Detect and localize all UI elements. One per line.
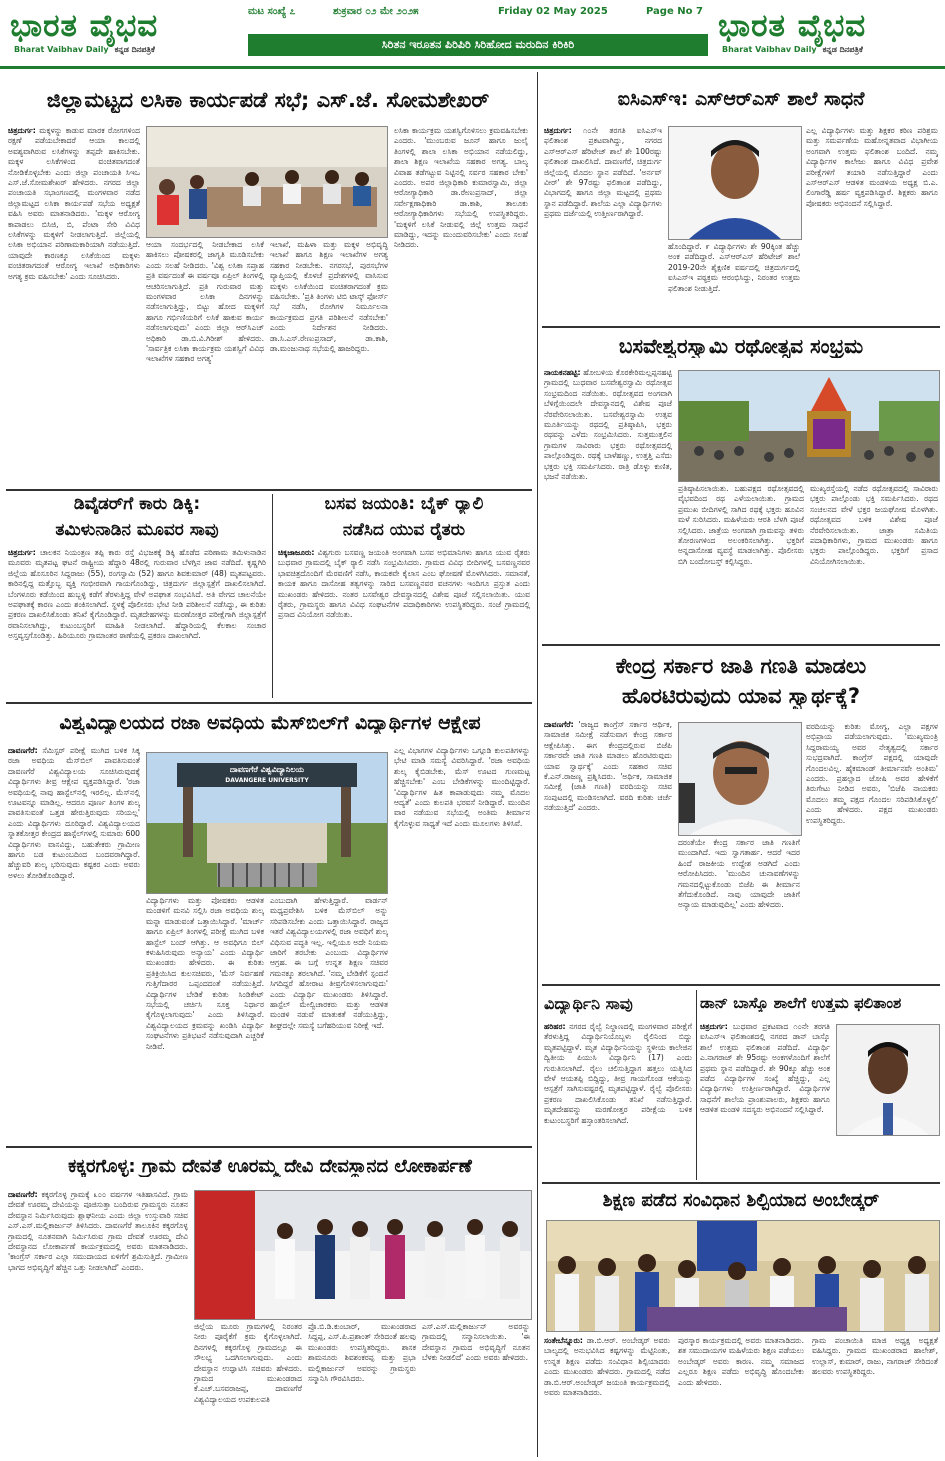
a8-col2: ದರಂತೆಯೇ ಕೇಂದ್ರ ಸರ್ಕಾರ ಜಾತಿ ಗಣತಿಗೆ ಮುಂದಾಗಿದೆ. ಇದು ಸ್ವಾಗತಾರ್ಹ. ಆದರೆ ಇದರ ಹಿಂದೆ ರಾಜಕೀಯ ಉದ್ದೇಶ ಅಡಗಿದೆ ಎಂದು ಆರೋಪಿಸಿದರು. 'ಮುಂದಿನ ಚುನಾವಣೆಗಳನ್ನು ಗಮನದಲ್ಲಿಟ್ಟುಕೊಂಡು ಬಿಜೆಪಿ ಈ ತೀರ್ಮಾನ ತೆಗೆದುಕೊಂಡಿದೆ. ನಾವು ಯಾವುದೇ ಜಾತಿಗೆ ಅನ್ಯಾಯ ಮಾಡುವುದಿಲ್ಲ' ಎಂದು ಹೇಳಿದರು. (678, 838, 800, 910)
a7-col2: ಪ್ರತಿಷ್ಠಾಪಿಸಲಾಯಿತು. ಬಹುಪಕ್ಷದ ರಥೋತ್ಸವದಲ್ಲಿ ವೈಭವದಿಂದ ರಥ ಎಳೆಯಲಾಯಿತು. ಗ್ರಾಮದ ಪ್ರಮುಖ ಬೀದಿಗಳಲ್ಲಿ ಸಾಗಿದ ರಥಕ್ಕೆ ಭಕ್ತರು ಹೂವಿನ ಮಳೆ ಸುರಿಸಿದರು. ಮಹಿಳೆಯರು ಆರತಿ ಬೆಳಗಿ ಪೂಜೆ ಸಲ್ಲಿಸಿದರು. ಜಾತ್ರೆಯ ಅಂಗವಾಗಿ ಗ್ರಾಮವನ್ನು ತಳಿರು ತೋರಣಗಳಿಂದ ಅಲಂಕರಿಸಲಾಗಿತ್ತು. ಭಕ್ತರಿಗೆ ಅನ್ನದಾಸೋಹ ವ್ಯವಸ್ಥೆ ಮಾಡಲಾಗಿತ್ತು. ಪೊಲೀಸರು ಬಿಗಿ ಬಂದೋಬಸ್ತ್ ಕಲ್ಪಿಸಿದ್ದರು. (678, 484, 804, 566)
a1-col4: ಲಸಿಕಾ ಕಾರ್ಯಕ್ರಮ ಯಶಸ್ವಿಗೊಳಿಸಲು ಕ್ರಮವಹಿಸಬೇಕು ಎಂದರು. 'ಮುಂಬರುವ ಜೂನ್ ಹಾಗೂ ಜುಲೈ ತಿಂಗಳಲ್ಲಿ ಶಾಲಾ ಲಸಿಕಾ ಅಭಿಯಾನ ನಡೆಯಲಿದ್ದು, ಶಾಲಾ ಶಿಕ್ಷಣ ಇಲಾಖೆಯ ಸಹಕಾರ ಅಗತ್ಯ. ಬಾಲ್ಯ ವಿವಾಹ ತಡೆಗಟ್ಟುವ ನಿಟ್ಟಿನಲ್ಲಿ ಸರ್ವರ ಸಹಕಾರ ಬೇಕು' ಎಂದರು. ಅಪರ ಜಿಲ್ಲಾಧಿಕಾರಿ ಕುಮಾರಸ್ವಾಮಿ, ಜಿಲ್ಲಾ ಆರೋಗ್ಯಾಧಿಕಾರಿ ಡಾ.ರೇಣುಪ್ರಸಾದ್, ಜಿಲ್ಲಾ ಸರ್ವೇಕ್ಷಣಾಧಿಕಾರಿ ಡಾ.ಕಾಶಿ, ತಾಲೂಕು ಆರೋಗ್ಯಾಧಿಕಾರಿಗಳು ಸಭೆಯಲ್ಲಿ ಉಪಸ್ಥಿತರಿದ್ದರು. 'ಮಕ್ಕಳಿಗೆ ಲಸಿಕೆ ನೀಡುವಲ್ಲಿ ಜಿಲ್ಲೆ ಉತ್ತಮ ಸಾಧನೆ ಮಾಡಿದ್ದು, ಇದನ್ನು ಮುಂದುವರಿಸಬೇಕು' ಎಂದು ಸಲಹೆ ನೀಡಿದರು. (394, 126, 528, 250)
page-number: Page No 7 (646, 6, 703, 17)
a2-body (8, 548, 266, 696)
a9-a10-divider (696, 990, 697, 1180)
a4-photo-sign-en: DAVANGERE UNIVERSITY (225, 777, 309, 784)
a8-dateline: ದಾವಣಗೆರೆ: (544, 720, 574, 729)
a1-dateline: ಚಿತ್ರದುರ್ಗ: (8, 126, 36, 135)
a8-bottom-rule (542, 984, 940, 986)
a11-dateline: ಸಂತೇಬೆನ್ನೂರು: (544, 1336, 583, 1345)
subtitle-en-left: Bharat Vaibhav Daily (14, 45, 109, 54)
a11-col3: ಗ್ರಾಮ ಪಂಚಾಯಿತಿ ಮಾಜಿ ಅಧ್ಯಕ್ಷ ಅಧ್ಯಕ್ಷತೆ ವಹಿಸಿದ್ದರು. ಗ್ರಾಮದ ಮುಖಂಡರಾದ ಹಾಲೇಶ್, ಉಲ್ಲಾಸ್, ಕುಮಾರ್, ರಾಜು, ನಾಗರಾಜ್ ಸೇರಿದಂತೆ ಹಲವರು ಉಪಸ್ಥಿತರಿದ್ದರು. (812, 1336, 938, 1377)
a4-photo-sign: ದಾವಣಗೆರೆ ವಿಶ್ವವಿದ್ಯಾನಿಲಯ (229, 765, 305, 774)
a7-col1-text: ಹೋಬಳಿಯ ಕೊರಕೇರಿಮಲ್ಲಪ್ಪನಹಟ್ಟಿ ಗ್ರಾಮದಲ್ಲಿ ಬುಧವಾರ ಬಸವೇಶ್ವರಸ್ವಾಮಿ ರಥೋತ್ಸವ ಸಂಭ್ರಮದಿಂದ ನಡೆಯಿತು. ರಥೋತ್ಸವದ ಅಂಗವಾಗಿ ಬೆಳಿಗ್ಗೆಯಿಂದಲೇ ದೇವಸ್ಥಾನದಲ್ಲಿ ವಿಶೇಷ ಪೂಜೆ ನೆರವೇರಿಸಲಾಯಿತು. ಬಸವೇಶ್ವರಸ್ವಾಮಿ ಉತ್ಸವ ಮೂರ್ತಿಯನ್ನು ರಥದಲ್ಲಿ ಪ್ರತಿಷ್ಠಾಪಿಸಿ, ಭಕ್ತರು ರಥವನ್ನು ಎಳೆದು ಸಂಭ್ರಮಿಸಿದರು. ಸುತ್ತಮುತ್ತಲಿನ ಗ್ರಾಮಗಳ ಸಾವಿರಾರು ಭಕ್ತರು ರಥೋತ್ಸವದಲ್ಲಿ ಪಾಲ್ಗೊಂಡಿದ್ದರು. ರಥಕ್ಕೆ ಬಾಳೆಹಣ್ಣು, ಉತ್ತತ್ತಿ ಎಸೆದು ಭಕ್ತರು ಭಕ್ತಿ ಸಮರ್ಪಿಸಿದರು. ರಾತ್ರಿ ಡೊಳ್ಳು ಕುಣಿತ, ಭಜನೆ ನಡೆಯಿತು. (544, 368, 672, 482)
a5-col3: ಪ್ರೊ.ಬಿ.ಡಿ.ಕುಂಬಾರ್, ಮುಖಂಡರಾದ ಸಿದ್ದಪ್ಪ, ಎಸ್.ಪಿ.ಪ್ರಶಾಂತ್ ಸೇರಿದಂತೆ ಹಲವು ಮುಖಂಡರು ಉಪಸ್ಥಿತರಿದ್ದರು. ಶಾಸಕ ಶಾಮನೂರು ಶಿವಶಂಕರಪ್ಪ ಮತ್ತು ಪ್ರಭಾ ಮಲ್ಲಿಕಾರ್ಜುನ್ ಅವರನ್ನು ಗ್ರಾಮಸ್ಥರು ಸನ್ಮಾನಿಸಿ ಗೌರವಿಸಿದರು. (308, 1322, 416, 1384)
a8-col3: ವರದಿಯನ್ನು ಕುರಿತು ಮೋಗ್ಯ, ಎಲ್ಲಾ ಪಕ್ಷಗಳ ಅಭಿಪ್ರಾಯ ಪಡೆಯಲಾಗುವುದು. 'ಮುಖ್ಯಮಂತ್ರಿ ಸಿದ್ದರಾಮಯ್ಯ ಅವರ ನೇತೃತ್ವದಲ್ಲಿ ಸರ್ಕಾರ ಸುಭದ್ರವಾಗಿದೆ. ಕಾಂಗ್ರೆಸ್ ಪಕ್ಷದಲ್ಲಿ ಯಾವುದೇ ಗೊಂದಲವಿಲ್ಲ. ಹೈಕಮಾಂಡ್ ತೀರ್ಮಾನವೇ ಅಂತಿಮ' ಎಂದರು. ಪ್ರಹಲ್ಲಾದ ಜೋಷಿ ಅವರ ಹೇಳಿಕೆಗೆ ತಿರುಗೇಟು ನೀಡಿದ ಅವರು, 'ಬಿಜೆಪಿ ನಾಯಕರು ಮೊದಲು ತಮ್ಮ ಪಕ್ಷದ ಗೊಂದಲ ಸರಿಪಡಿಸಿಕೊಳ್ಳಲಿ' ಎಂದು ಹೇಳಿದರು. ಪಕ್ಷದ ಮುಖಂಡರು ಉಪಸ್ಥಿತರಿದ್ದರು. (806, 722, 938, 825)
a6-col1 (544, 126, 662, 322)
a5-col2: ಜಿಲ್ಲೆಯ ಮೂರು ಗ್ರಾಮಗಳಲ್ಲಿ ನಿರಂತರ ನೀರು ಪೂರೈಕೆಗೆ ಕ್ರಮ ಕೈಗೊಳ್ಳಲಾಗಿದೆ. ದಿನಗಳಲ್ಲಿ ಕಕ್ಕರಗೊಳ್ಳ ಗ್ರಾಮದಲ್ಲೂ ಈ ಸೌಲಭ್ಯ ಒದಗಿಸಲಾಗುವುದು. ಎಂದು ದೇವಸ್ಥಾನ ಉದ್ಘಾಟಿಸಿ ಸಚಿವರು ಹೇಳಿದರು. ಗ್ರಾಮದ ಮುಖಂಡರಾದ ಕೆ.ಎಚ್.ಬಸವರಾಜಪ್ಪ, ದಾವಣಗೆರೆ ವಿಶ್ವವಿದ್ಯಾಲಯದ ಉಪಕುಲಪತಿ (194, 1322, 302, 1404)
a3-dateline: ಚಿಕ್ಕಜಾಜೂರು: (278, 548, 315, 557)
a7-col3: ಮುಖ್ಯರಸ್ತೆಯಲ್ಲಿ ನಡೆದ ರಥೋತ್ಸವದಲ್ಲಿ ಸಾವಿರಾರು ಭಕ್ತರು ಪಾಲ್ಗೊಂಡು ಭಕ್ತಿ ಸಮರ್ಪಿಸಿದರು. ರಥದ ಸಂಚಲನದ ವೇಳೆ ಭಕ್ತರ ಜಯಘೋಷ ಮೊಳಗಿತು. ರಥೋತ್ಸವದ ಬಳಿಕ ವಿಶೇಷ ಪೂಜೆ ನೆರವೇರಿಸಲಾಯಿತು. ಜಾತ್ರಾ ಸಮಿತಿಯ ಪದಾಧಿಕಾರಿಗಳು, ಗ್ರಾಮದ ಮುಖಂಡರು ಹಾಗೂ ಭಕ್ತರು ಪಾಲ್ಗೊಂಡಿದ್ದರು. ಭಕ್ತರಿಗೆ ಪ್ರಸಾದ ವಿನಿಯೋಗಿಸಲಾಯಿತು. (810, 484, 938, 566)
a9-body (544, 1022, 692, 1178)
a6-col1-text: ೧೦ನೇ ತರಗತಿ ಐಸಿಎಸ್‌ಇ ಫಲಿತಾಂಶ ಪ್ರಕಟವಾಗಿದ್ದು, ನಗರದ ಎಸ್‌ಆರ್‌ಎಸ್ ಹೆರಿಟೇಜ್ ಶಾಲೆ ಶೇ 100ರಷ್ಟು ಫಲಿತಾಂಶ ದಾಖಲಿಸಿದೆ. ದಾವಣಗೆರೆ, ಚಿತ್ರದುರ್ಗ ಜಿಲ್ಲೆಯಲ್ಲಿ ಮೊದಲ ಸ್ಥಾನ ಪಡೆದಿದೆ. 'ಅರ್ನವ್ ವೀರ್' ಶೇ 97ರಷ್ಟು ಫಲಿತಾಂಶ ಪಡೆದಿದ್ದು, ವಿಭಾಗದಲ್ಲಿ ಹಾಗೂ ಜಿಲ್ಲಾ ಮಟ್ಟದಲ್ಲಿ ಪ್ರಥಮ ಸ್ಥಾನ ಪಡೆದಿದ್ದಾರೆ. ಶಾಲೆಯ ಎಲ್ಲಾ ವಿದ್ಯಾರ್ಥಿಗಳು ಪ್ರಥಮ ದರ್ಜೆಯಲ್ಲಿ ಉತ್ತೀರ್ಣರಾಗಿದ್ದಾರೆ. (544, 126, 662, 219)
issue-line (248, 6, 708, 22)
a10-student-photo (836, 1024, 940, 1136)
a1-col2: ಆಯಾ ಸಂದರ್ಭದಲ್ಲಿ ನೀಡಬೇಕಾದ ಲಸಿಕೆ ಹಾಕಿಸಲು ಪೋಷಕರಲ್ಲಿ ಜಾಗೃತಿ ಮೂಡಿಸಬೇಕು ಎಂದು ಸಲಹೆ ನೀಡಿದರು. 'ವಿಶ್ವ ಲಸಿಕಾ ಸಪ್ತಾಹ ಪ್ರತಿ ವರ್ಷದಂತೆ ಈ ವರ್ಷವೂ ಏಪ್ರಿಲ್ ತಿಂಗಳಲ್ಲಿ ಆಚರಿಸಲಾಗುತ್ತಿದೆ. ಪ್ರತಿ ಗುರುವಾರ ಮತ್ತು ಮಂಗಳವಾರ ಲಸಿಕಾ ದಿನಗಳನ್ನು ನಡೆಸಲಾಗುತ್ತಿದ್ದು, ಬಿಟ್ಟು ಹೋದ ಮಕ್ಕಳಿಗೆ ಹಾಗೂ ಗರ್ಭಿಣಿಯರಿಗೆ ಲಸಿಕೆ ಹಾಕುವ ಕಾರ್ಯ ನಡೆಸಲಾಗುವುದು' ಎಂದು ಜಿಲ್ಲಾ ಆರ್‌ಸಿಎಚ್ ಅಧಿಕಾರಿ ಡಾ.ಬಿ.ವಿ.ಗಿರೀಶ್ ಹೇಳಿದರು. 'ಸಾರ್ವತ್ರಿಕ ಲಸಿಕಾ ಕಾರ್ಯಕ್ರಮ ಯಶಸ್ವಿಗೆ ವಿವಿಧ ಇಲಾಖೆಗಳ ಸಹಕಾರ ಅಗತ್ಯ' (146, 240, 264, 364)
a7-col1 (544, 368, 672, 640)
a8-minister-photo (678, 722, 802, 836)
a10-bottom-rule (542, 1182, 940, 1184)
a7-dateline: ನಾಯಕನಹಟ್ಟಿ: (544, 368, 581, 377)
a6-col3: ಎಲ್ಲ ವಿದ್ಯಾರ್ಥಿಗಳು ಮತ್ತು ಶಿಕ್ಷಕರ ಕಠಿಣ ಪರಿಶ್ರಮ ಮತ್ತು ಸಮರ್ಪಣೆಯ ಮಹೋನ್ನತವಾದ ವಿಭಾಗೀಯ ಅಂಗವಾಗಿ ಉತ್ತಮ ಫಲಿತಾಂಶ ಬಂದಿದೆ. ನಮ್ಮ ವಿದ್ಯಾರ್ಥಿಗಳ ಕಾಲೇಜು ಹಾಗೂ ವಿವಿಧ ಪ್ರವೇಶ ಪರೀಕ್ಷೆಗಳಿಗೆ ತಯಾರಿ ನಡೆಸುತ್ತಿದ್ದಾರೆ ಎಂದು ಎಸ್‌ಆರ್‌ಎಸ್ ಆಡಳಿತ ಮಂಡಳಿಯ ಅಧ್ಯಕ್ಷ ಬಿ.ಎ. ಲಿಂಗಾರೆಡ್ಡಿ ಹರ್ಷ ವ್ಯಕ್ತಪಡಿಸಿದ್ದಾರೆ. ಶಿಕ್ಷಕರು ಹಾಗೂ ಪೋಷಕರು ಅಭಿನಂದನೆ ಸಲ್ಲಿಸಿದ್ದಾರೆ. (806, 126, 938, 208)
a10-body-text: ಬುಧವಾರ ಪ್ರಕಟವಾದ ೧೦ನೇ ತರಗತಿ ಐಸಿಎಸ್‌ಇ ಫಲಿತಾಂಶದಲ್ಲಿ ನಗರದ ಡಾನ್ ಬಾಸ್ಕೊ ಶಾಲೆ ಉತ್ತಮ ಫಲಿತಾಂಶ ಪಡೆದಿದೆ. ವಿದ್ಯಾರ್ಥಿ ಎ.ನಾಗರಾಜ್ ಶೇ 95ರಷ್ಟು ಅಂಕಗಳೊಂದಿಗೆ ಶಾಲೆಗೆ ಪ್ರಥಮ ಸ್ಥಾನ ಪಡೆದಿದ್ದಾರೆ. ಶೇ 90ಕ್ಕೂ ಹೆಚ್ಚು ಅಂಕ ಪಡೆದ ವಿದ್ಯಾರ್ಥಿಗಳ ಸಂಖ್ಯೆ ಹೆಚ್ಚಿದ್ದು, ಎಲ್ಲ ವಿದ್ಯಾರ್ಥಿಗಳು ಉತ್ತೀರ್ಣರಾಗಿದ್ದಾರೆ. ವಿದ್ಯಾರ್ಥಿಗಳ ಸಾಧನೆಗೆ ಶಾಲೆಯ ಪ್ರಾಂಶುಪಾಲರು, ಶಿಕ್ಷಕರು ಹಾಗೂ ಆಡಳಿತ ಮಂಡಳಿ ಸದಸ್ಯರು ಅಭಿನಂದನೆ ಸಲ್ಲಿಸಿದ್ದಾರೆ. (700, 1022, 830, 1115)
subtitle-kn-left: ಕನ್ನಡ ದಿನಪತ್ರಿಕೆ (114, 45, 155, 54)
a5-col1-text: ಕಕ್ಕರಗೊಳ್ಳ ಗ್ರಾಮಕ್ಕೆ ೩೦೦ ವರ್ಷಗಳ ಇತಿಹಾಸವಿದೆ. ಗ್ರಾಮ ದೇವತೆ ಊರಮ್ಮ ದೇವಿಯನ್ನು ಪೂಜಿಸುತ್ತಾ ಬಂದಿರುವ ಗ್ರಾಮಸ್ಥರು ನೂತನ ದೇವಸ್ಥಾನ ನಿರ್ಮಿಸಿರುವುದು ಶ್ಲಾಘನೀಯ ಎಂದು ಜಿಲ್ಲಾ ಉಸ್ತುವಾರಿ ಸಚಿವ ಎಸ್.ಎಸ್.ಮಲ್ಲಿಕಾರ್ಜುನ್ ತಿಳಿಸಿದರು. ದಾವಣಗೆರೆ ತಾಲೂಕಿನ ಕಕ್ಕರಗೊಳ್ಳ ಗ್ರಾಮದಲ್ಲಿ ನೂತನವಾಗಿ ನಿರ್ಮಿಸಿರುವ ಗ್ರಾಮ ದೇವತೆ ಊರಮ್ಮ ದೇವಿ ದೇವಸ್ಥಾನದ ಲೋಕಾರ್ಪಣೆ ಕಾರ್ಯಕ್ರಮದಲ್ಲಿ ಅವರು ಮಾತನಾಡಿದರು. 'ಕಾಂಗ್ರೆಸ್ ಸರ್ಕಾರ ಎಲ್ಲಾ ಸಮುದಾಯದ ಏಳಿಗೆಗೆ ಶ್ರಮಿಸುತ್ತಿದೆ. ಗ್ರಾಮೀಣ ಭಾಗದ ಅಭಿವೃದ್ಧಿಗೆ ಹೆಚ್ಚಿನ ಒತ್ತು ನೀಡಲಾಗಿದೆ' ಎಂದರು. (8, 1190, 188, 1272)
a8-headline-line1: ಕೇಂದ್ರ ಸರ್ಕಾರ ಜಾತಿ ಗಣತಿ ಮಾಡಲು (615, 654, 867, 678)
a9-dateline: ಹರಿಹರ: (544, 1022, 566, 1031)
a4-bottom-rule (6, 1146, 532, 1148)
subtitle-en-right: Bharat Vaibhav Daily (722, 45, 817, 54)
a5-col4: ಎಸ್.ಎಸ್.ಮಲ್ಲಿಕಾರ್ಜುನ್ ಅವರನ್ನು ಗ್ರಾಮದಲ್ಲಿ ಸನ್ಮಾನಿಸಲಾಯಿತು. 'ಈ ದೇವಸ್ಥಾನ ಗ್ರಾಮದ ಅಭಿವೃದ್ಧಿಗೆ ನೂತನ ಬೆಳಕು ನೀಡಲಿದೆ' ಎಂದು ಅವರು ಹೇಳಿದರು. (422, 1322, 530, 1363)
a4-col1-text: ಸೆಮಿಸ್ಟರ್ ಪರೀಕ್ಷೆ ಮುಗಿದ ಬಳಿಕ ಸಿಕ್ಕ ರಜಾ ಅವಧಿಯ ಮೆಸ್‌ಬಿಲ್ ಪಾವತಿಸುವಂತೆ ದಾವಣಗೆರೆ ವಿಶ್ವವಿದ್ಯಾಲಯ ಸೂಚಿಸಿರುವುದಕ್ಕೆ ವಿದ್ಯಾರ್ಥಿಗಳು ತೀವ್ರ ಆಕ್ಷೇಪ ವ್ಯಕ್ತಪಡಿಸಿದ್ದಾರೆ. 'ರಜಾ ಅವಧಿಯಲ್ಲಿ ನಾವು ಹಾಸ್ಟೆಲ್‌ನಲ್ಲಿ ಇರಲಿಲ್ಲ. ಮೆಸ್‌ನಲ್ಲಿ ಊಟವನ್ನೂ ಮಾಡಿಲ್ಲ. ಆದರೂ ಪೂರ್ಣ ತಿಂಗಳ ಶುಲ್ಕ ಪಾವತಿಸುವಂತೆ ಒತ್ತಡ ಹೇರುತ್ತಿರುವುದು ಸರಿಯಲ್ಲ' ಎಂದು ವಿದ್ಯಾರ್ಥಿಗಳು ದೂರಿದ್ದಾರೆ. ವಿಶ್ವವಿದ್ಯಾಲಯದ ಸ್ನಾತಕೋತ್ತರ ಕೇಂದ್ರದ ಹಾಸ್ಟೆಲ್‌ಗಳಲ್ಲಿ ಸುಮಾರು 600 ವಿದ್ಯಾರ್ಥಿಗಳು ವಾಸವಿದ್ದು, ಬಹುತೇಕರು ಗ್ರಾಮೀಣ ಹಾಗೂ ಬಡ ಕುಟುಂಬದಿಂದ ಬಂದವರಾಗಿದ್ದಾರೆ. ಹೆಚ್ಚುವರಿ ಶುಲ್ಕ ಭರಿಸುವುದು ಕಷ್ಟಕರ ಎಂದು ಅವರು ಅಳಲು ತೋಡಿಕೊಂಡಿದ್ದಾರೆ. (8, 746, 140, 880)
masthead-subtitle-left (14, 45, 155, 55)
a3-bottom-rule (6, 702, 532, 704)
a8-col1 (544, 720, 672, 980)
a9-headline: ವಿದ್ಯಾರ್ಥಿನಿ ಸಾವು (544, 994, 633, 1013)
a3-body (278, 548, 530, 696)
masthead-title-left: ಭಾರತ ವೈಭವ (10, 8, 159, 44)
date: Friday 02 May 2025 (498, 6, 608, 17)
a4-headline: ವಿಶ್ವವಿದ್ಯಾಲಯದ ರಜಾ ಅವಧಿಯ ಮೆಸ್‌ಬಿಲ್‌ಗೆ ವಿದ್ಯಾರ್ಥಿಗಳ ಆಕ್ಷೇಪ (59, 712, 481, 734)
a1-bottom-rule (6, 489, 532, 491)
a4-university-photo (146, 752, 388, 894)
a6-dateline: ಚಿತ್ರದುರ್ಗ: (544, 126, 572, 135)
a2-dateline: ಚಿತ್ರದುರ್ಗ: (8, 548, 36, 557)
a2-headline-line1: ಡಿವೈಡರ್‌ಗೆ ಕಾರು ಡಿಕ್ಕಿ: (73, 494, 201, 514)
a8-headline-line2: ಹೊರಟಿರುವುದು ಯಾವ ಸ್ವಾರ್ಥಕ್ಕೆ? (622, 684, 860, 708)
a3-body-text: ವಿಶ್ವಗುರು ಬಸವಣ್ಣ ಜಯಂತಿ ಅಂಗವಾಗಿ ಬಸವ ಅಭಿಮಾನಿಗಳು ಹಾಗೂ ಯುವ ರೈತರು ಬುಧವಾರ ಗ್ರಾಮದಲ್ಲಿ ಬೈಕ್ ರ್‍ಯಾಲಿ ನಡೆಸಿ ಸಂಭ್ರಮಿಸಿದರು. ಗ್ರಾಮದ ವಿವಿಧ ಬೀದಿಗಳಲ್ಲಿ ಬಸವಣ್ಣನವರ ಭಾವಚಿತ್ರದೊಂದಿಗೆ ಮೆರವಣಿಗೆ ನಡೆಸಿ, ಕಾಯಕವೇ ಕೈಲಾಸ ಎಂಬ ಘೋಷಣೆ ಮೊಳಗಿಸಿದರು. ಸಮಾನತೆ, ಕಾಯಕ ಹಾಗೂ ದಾಸೋಹ ತತ್ವಗಳನ್ನು ಸಾರಿದ ಬಸವಣ್ಣನವರ ವಚನಗಳು ಇಂದಿಗೂ ಪ್ರಸ್ತುತ ಎಂದು ಮುಖಂಡರು ಹೇಳಿದರು. ನಂತರ ಬಸವೇಶ್ವರ ದೇವಸ್ಥಾನದಲ್ಲಿ ವಿಶೇಷ ಪೂಜೆ ಸಲ್ಲಿಸಲಾಯಿತು. ಯುವ ರೈತರು, ಗ್ರಾಮಸ್ಥರು ಹಾಗೂ ವಿವಿಧ ಸಂಘಟನೆಗಳ ಪದಾಧಿಕಾರಿಗಳು ಉಪಸ್ಥಿತರಿದ್ದರು. ಸಂಜೆ ಗ್ರಾಮದಲ್ಲಿ ಪ್ರಸಾದ ವಿನಿಯೋಗ ನಡೆಯಿತು. (278, 548, 530, 620)
a4-col4: ಎಲ್ಲ ವಿಭಾಗಗಳ ವಿದ್ಯಾರ್ಥಿಗಳು ಒಗ್ಗೂಡಿ ಕುಲಪತಿಗಳನ್ನು ಭೇಟಿ ಮಾಡಿ ಸಮಸ್ಯೆ ವಿವರಿಸಿದ್ದಾರೆ. 'ರಜಾ ಅವಧಿಯ ಶುಲ್ಕ ಕೈಬಿಡಬೇಕು, ಮೆಸ್ ಊಟದ ಗುಣಮಟ್ಟ ಹೆಚ್ಚಿಸಬೇಕು' ಎಂಬ ಬೇಡಿಕೆಗಳನ್ನು ಮುಂದಿಟ್ಟಿದ್ದಾರೆ. 'ವಿದ್ಯಾರ್ಥಿಗಳ ಹಿತ ಕಾಪಾಡುವುದು ನಮ್ಮ ಮೊದಲ ಆದ್ಯತೆ' ಎಂದು ಕುಲಪತಿ ಭರವಸೆ ನೀಡಿದ್ದಾರೆ. ಮುಂದಿನ ವಾರ ನಡೆಯುವ ಸಭೆಯಲ್ಲಿ ಅಂತಿಮ ತೀರ್ಮಾನ ಕೈಗೊಳ್ಳುವ ಸಾಧ್ಯತೆ ಇದೆ ಎಂದು ಮೂಲಗಳು ತಿಳಿಸಿವೆ. (394, 746, 530, 828)
a11-col1-text: ಡಾ.ಬಿ.ಆರ್. ಅಂಬೇಡ್ಕರ್ ಅವರು ಬಾಲ್ಯದಲ್ಲಿ ಅನುಭವಿಸಿದ ಕಷ್ಟಗಳನ್ನು ಮೆಟ್ಟಿನಿಂತು, ಉನ್ನತ ಶಿಕ್ಷಣ ಪಡೆದು ಸಂವಿಧಾನ ಶಿಲ್ಪಿಯಾದರು ಎಂದು ಮುಖಂಡರು ಹೇಳಿದರು. ಗ್ರಾಮದಲ್ಲಿ ನಡೆದ ಡಾ.ಬಿ.ಆರ್.ಅಂಬೇಡ್ಕರ್ ಜಯಂತಿ ಕಾರ್ಯಕ್ರಮದಲ್ಲಿ ಅವರು ಮಾತನಾಡಿದರು. (544, 1336, 670, 1398)
a5-inauguration-photo (194, 1190, 532, 1320)
a3-headline-line2: ನಡೆಸಿದ ಯುವ ರೈತರು (342, 520, 466, 540)
a10-headline: ಡಾನ್ ಬಾಸ್ಕೊ ಶಾಲೆಗೆ ಉತ್ತಮ ಫಲಿತಾಂಶ (700, 994, 902, 1012)
a3-headline-line1: ಬಸವ ಜಯಂತಿ: ಬೈಕ್ ರ್‍ಯಾಲಿ (324, 494, 484, 514)
masthead-rule (0, 66, 945, 69)
a1-col3: ಇಲಾಖೆ, ಮಹಿಳಾ ಮತ್ತು ಮಕ್ಕಳ ಅಭಿವೃದ್ಧಿ ಇಲಾಖೆ ಹಾಗೂ ಶಿಕ್ಷಣ ಇಲಾಖೆಗಳ ಅಗತ್ಯ ಸಹಕಾರ ನೀಡಬೇಕು. ನಗರಸಭೆ, ಪುರಸಭೆಗಳ ವ್ಯಾಪ್ತಿಯಲ್ಲಿ ಕೊಳಚೆ ಪ್ರದೇಶಗಳಲ್ಲಿ ವಾಸಿಸುವ ಮಕ್ಕಳು ಲಸಿಕೆಯಿಂದ ವಂಚಿತರಾಗದಂತೆ ಕ್ರಮ ವಹಿಸಬೇಕು. 'ಪ್ರತಿ ತಿಂಗಳು ಟಿಬಿ ಟಾಸ್ಕ್ ಫೋರ್ಸ್ ಸಭೆ ನಡೆಸಿ, ರೋಗಿಗಳ ನಿರ್ಮೂಲನಾ ಕಾರ್ಯಕ್ರಮದ ಪ್ರಗತಿ ಪರಿಶೀಲನೆ ನಡೆಸಬೇಕು' ಎಂದು ನಿರ್ದೇಶನ ನೀಡಿದರು. ಡಾ.ಸಿ.ಎಸ್.ರೇಣುಪ್ರಸಾದ್, ಡಾ.ಕಾಶಿ, ಡಾ.ಮಂಜುನಾಥ ಸಭೆಯಲ್ಲಿ ಹಾಜರಿದ್ದರು. (270, 240, 388, 354)
a10-body (700, 1022, 830, 1178)
a4-dateline: ದಾವಣಗೆರೆ: (8, 746, 38, 755)
a6-headline: ಐಸಿಎಸ್‌ಇ: ಎಸ್‌ಆರ್‌ಎಸ್ ಶಾಲೆ ಸಾಧನೆ (617, 88, 865, 110)
a4-col3: ಎಂಬುದಾಗಿ ಹೇಳುತ್ತಿದ್ದಾರೆ. ವಾರ್ಡನ್ ಮಧ್ಯಪ್ರವೇಶಿಸಿ ಬಳಿಕ ಮೆಸ್‌ಬಿಲ್ ಅನ್ನು ಸರಿಪಡಿಸಬೇಕು ಎಂದು ಒತ್ತಾಯಿಸಿದ್ದಾರೆ. ರಾಜ್ಯದ ಇತರೆ ವಿಶ್ವವಿದ್ಯಾಲಯಗಳಲ್ಲಿ ರಜಾ ಅವಧಿಗೆ ಶುಲ್ಕ ವಿಧಿಸುವ ಪದ್ಧತಿ ಇಲ್ಲ. ಇಲ್ಲಿಯೂ ಅದೇ ನಿಯಮ ಜಾರಿಗೆ ತರಬೇಕು ಎಂಬುದು ವಿದ್ಯಾರ್ಥಿಗಳ ಆಗ್ರಹ. ಈ ಬಗ್ಗೆ ಉನ್ನತ ಶಿಕ್ಷಣ ಸಚಿವರ ಗಮನಕ್ಕೂ ತರಲಾಗಿದೆ. 'ನಮ್ಮ ಬೇಡಿಕೆಗೆ ಸ್ಪಂದನೆ ಸಿಗದಿದ್ದರೆ ಹೋರಾಟ ತೀವ್ರಗೊಳಿಸಲಾಗುವುದು' ಎಂದು ವಿದ್ಯಾರ್ಥಿ ಮುಖಂಡರು ತಿಳಿಸಿದ್ದಾರೆ. ಹಾಸ್ಟೆಲ್ ಮೇಲ್ವಿಚಾರಕರು ಮತ್ತು ಆಡಳಿತ ಮಂಡಳಿ ನಡುವೆ ಮಾತುಕತೆ ನಡೆಯುತ್ತಿದ್ದು, ಶೀಘ್ರದಲ್ಲೇ ಸಮಸ್ಯೆ ಬಗೆಹರಿಯುವ ನಿರೀಕ್ಷೆ ಇದೆ. (270, 896, 388, 1030)
a4-col1 (8, 746, 140, 1142)
a5-headline: ಕಕ್ಕರಗೊಳ್ಳ: ಗ್ರಾಮ ದೇವತೆ ಊರಮ್ಮ ದೇವಿ ದೇವಸ್ಥಾನದ ಲೋಕಾರ್ಪಣೆ (68, 1156, 472, 1177)
a1-col1-text: ಮಕ್ಕಳನ್ನು ಕಾಡುವ ಮಾರಕ ರೋಗಗಳಿಂದ ರಕ್ಷಣೆ ಪಡೆಯಬೇಕಾದರೆ ಆಯಾ ಕಾಲದಲ್ಲಿ ಅವಶ್ಯವಾಗಿರುವ ಲಸಿಕೆಗಳನ್ನು ತಪ್ಪದೇ ಹಾಕಿಸಬೇಕು. ಮಕ್ಕಳ ಲಸಿಕೆಗಳಿಂದ ವಂಚಿತವಾಗದಂತೆ ನೋಡಿಕೊಳ್ಳಬೇಕು ಎಂದು ಜಿಲ್ಲಾ ಪಂಚಾಯತಿ ಸಿಇಒ ಎಸ್.ಜೆ.ಸೋಮಶೇಖರ್ ಹೇಳಿದರು. ನಗರದ ಜಿಲ್ಲಾ ಪಂಚಾಯತಿ ಸಭಾಂಗಣದಲ್ಲಿ ಮಂಗಳವಾರ ನಡೆದ ಜಿಲ್ಲಾಮಟ್ಟದ ಲಸಿಕಾ ಕಾರ್ಯಪಡೆ ಸಭೆಯ ಅಧ್ಯಕ್ಷತೆ ವಹಿಸಿ ಅವರು ಮಾತನಾಡಿದರು. 'ಮಕ್ಕಳ ಆರೋಗ್ಯ ಕಾಪಾಡಲು ಬಿಸಿಜಿ, ಬಿ, ಪೆಂಟಾ ಸೇರಿ ವಿವಿಧ ಲಸಿಕೆಗಳನ್ನು ಮಕ್ಕಳಿಗೆ ನೀಡಲಾಗುತ್ತಿದೆ. ಜಿಲ್ಲೆಯಲ್ಲಿ ಲಸಿಕಾ ಅಭಿಯಾನ ಪರಿಣಾಮಕಾರಿಯಾಗಿ ನಡೆಯುತ್ತಿದೆ. ಯಾವುದೇ ಕಾರಣಕ್ಕೂ ಲಸಿಕೆಯಿಂದ ಮಕ್ಕಳು ವಂಚಿತರಾಗದಂತೆ ಆರೋಗ್ಯ ಇಲಾಖೆ ಅಧಿಕಾರಿಗಳು ಅಗತ್ಯ ಕ್ರಮ ವಹಿಸಬೇಕು' ಎಂದು ಸೂಚಿಸಿದರು. (8, 126, 140, 281)
a2-a3-divider (272, 494, 273, 698)
a1-headline: ಜಿಲ್ಲಾಮಟ್ಟದ ಲಸಿಕಾ ಕಾರ್ಯಪಡೆ ಸಭೆ; ಎಸ್.ಜೆ. ಸೋಮಶೇಖರ್ (46, 88, 490, 112)
a5-col1 (8, 1190, 188, 1448)
a9-body-text: ನಗರದ ರೈಲ್ವೆ ನಿಲ್ದಾಣದಲ್ಲಿ ಮಂಗಳವಾರ ಪರೀಕ್ಷೆಗೆ ತೆರಳುತ್ತಿದ್ದ ವಿದ್ಯಾರ್ಥಿನಿಯೊಬ್ಬಳು ರೈಲಿನಿಂದ ಬಿದ್ದು ಮೃತಪಟ್ಟಿದ್ದಾಳೆ. ಮೃತ ವಿದ್ಯಾರ್ಥಿನಿಯನ್ನು ಸ್ಥಳೀಯ ಕಾಲೇಜಿನ ದ್ವಿತೀಯ ಪಿಯುಸಿ ವಿದ್ಯಾರ್ಥಿನಿ (17) ಎಂದು ಗುರುತಿಸಲಾಗಿದೆ. ರೈಲು ಚಲಿಸುತ್ತಿದ್ದಾಗ ಹತ್ತಲು ಯತ್ನಿಸಿದ ವೇಳೆ ಆಯತಪ್ಪಿ ಬಿದ್ದಿದ್ದು, ತೀವ್ರ ಗಾಯಗೊಂಡ ಆಕೆಯನ್ನು ಆಸ್ಪತ್ರೆಗೆ ಸಾಗಿಸುವಷ್ಟರಲ್ಲಿ ಮೃತಪಟ್ಟಿದ್ದಾಳೆ. ರೈಲ್ವೆ ಪೊಲೀಸರು ಪ್ರಕರಣ ದಾಖಲಿಸಿಕೊಂಡು ತನಿಖೆ ನಡೆಸುತ್ತಿದ್ದಾರೆ. ಮೃತದೇಹವನ್ನು ಮರಣೋತ್ತರ ಪರೀಕ್ಷೆಯ ಬಳಿಕ ಕುಟುಂಬಸ್ಥರಿಗೆ ಹಸ್ತಾಂತರಿಸಲಾಗಿದೆ. (544, 1022, 692, 1125)
masthead-title-right: ಭಾರತ ವೈಭವ (718, 8, 867, 44)
volume: ಮಟ ಸಂಖ್ಯೆ ೭ (248, 6, 296, 17)
a10-dateline: ಚಿತ್ರದುರ್ಗ: (700, 1022, 728, 1031)
a6-bottom-rule (542, 326, 940, 328)
center-column-divider (537, 72, 538, 1457)
a5-dateline: ದಾವಣಗೆರೆ: (8, 1190, 38, 1199)
a7-chariot-photo (678, 370, 940, 482)
a8-col1-text: 'ರಾಜ್ಯದ ಕಾಂಗ್ರೆಸ್ ಸರ್ಕಾರ ಆರ್ಥಿಕ, ಸಾಮಾಜಿಕ ಸಮೀಕ್ಷೆ ನಡೆಸುವಾಗ ಕೇಂದ್ರ ಸರ್ಕಾರ ಆಕ್ಷೇಪಿಸಿತ್ತು. ಈಗ ಕೇಂದ್ರದಲ್ಲಿರುವ ಬಿಜೆಪಿ ಸರ್ಕಾರವೇ ಜಾತಿ ಗಣತಿ ಮಾಡಲು ಹೊರಟಿರುವುದು ಯಾವ ಸ್ವಾರ್ಥಕ್ಕೆ' ಎಂದು ಸಹಕಾರ ಸಚಿವ ಕೆ.ಎನ್.ರಾಜಣ್ಣ ಪ್ರಶ್ನಿಸಿದರು. 'ಅರ್ಥಿಕ, ಸಾಮಾಜಿಕ ಸಮೀಕ್ಷೆ (ಜಾತಿ ಗಣತಿ) ವರದಿಯನ್ನು ಸಚಿವ ಸಂಪುಟದಲ್ಲಿ ಮಂಡಿಸಲಾಗಿದೆ. ವರದಿ ಕುರಿತು ಚರ್ಚೆ ನಡೆಯುತ್ತಿದೆ' ಎಂದರು. (544, 720, 672, 813)
a2-body-text: ಚಾಲಕನ ನಿಯಂತ್ರಣ ತಪ್ಪಿ ಕಾರು ರಸ್ತೆ ವಿಭಜಕಕ್ಕೆ ಡಿಕ್ಕಿ ಹೊಡೆದ ಪರಿಣಾಮ ತಮಿಳುನಾಡಿನ ಮೂವರು ಮೃತಪಟ್ಟ ಘಟನೆ ರಾಷ್ಟ್ರೀಯ ಹೆದ್ದಾರಿ 48ರಲ್ಲಿ ಗುರುವಾರ ಬೆಳಗ್ಗಿನ ಜಾವ ನಡೆದಿದೆ. ಕೃಷ್ಣಗಿರಿ ಜಿಲ್ಲೆಯ ಹೊಸೂರಿನ ಸಿದ್ದರಾಜು (55), ರಂಗಸ್ವಾಮಿ (52) ಹಾಗೂ ಶಿವಕುಮಾರ್ (48) ಮೃತಪಟ್ಟವರು. ಕಾರಿನಲ್ಲಿದ್ದ ಮತ್ತೊಬ್ಬ ವ್ಯಕ್ತಿ ಗಂಭೀರವಾಗಿ ಗಾಯಗೊಂಡಿದ್ದು, ಚಿತ್ರದುರ್ಗ ಜಿಲ್ಲಾಸ್ಪತ್ರೆಗೆ ದಾಖಲಿಸಲಾಗಿದೆ. ಬೆಂಗಳೂರು ಕಡೆಯಿಂದ ಹುಬ್ಬಳ್ಳಿ ಕಡೆಗೆ ತೆರಳುತ್ತಿದ್ದ ವೇಳೆ ಅಪಘಾತ ಸಂಭವಿಸಿದೆ. ಅತಿ ವೇಗದ ಚಾಲನೆಯೇ ಅಪಘಾತಕ್ಕೆ ಕಾರಣ ಎಂದು ಶಂಕಿಸಲಾಗಿದೆ. ಸ್ಥಳಕ್ಕೆ ಪೊಲೀಸರು ಭೇಟಿ ನೀಡಿ ಪರಿಶೀಲನೆ ನಡೆಸಿದ್ದು, ಈ ಕುರಿತು ಪ್ರಕರಣ ದಾಖಲಿಸಿಕೊಂಡು ತನಿಖೆ ಕೈಗೊಂಡಿದ್ದಾರೆ. ಮೃತದೇಹಗಳನ್ನು ಮರಣೋತ್ತರ ಪರೀಕ್ಷೆಗಾಗಿ ಜಿಲ್ಲಾಸ್ಪತ್ರೆಗೆ ರವಾನಿಸಲಾಗಿದ್ದು, ಕುಟುಂಬಸ್ಥರಿಗೆ ಮಾಹಿತಿ ನೀಡಲಾಗಿದೆ. ಹೆದ್ದಾರಿಯಲ್ಲಿ ಕೆಲಕಾಲ ಸಂಚಾರ ಅಸ್ತವ್ಯಸ್ತಗೊಂಡಿತ್ತು. ಹಿರಿಯೂರು ಗ್ರಾಮಾಂತರ ಠಾಣೆಯಲ್ಲಿ ಪ್ರಕರಣ ದಾಖಲಾಗಿದೆ. (8, 548, 266, 641)
subtitle-kn-right: ಕನ್ನಡ ದಿನಪತ್ರಿಕೆ (822, 45, 863, 54)
a1-col1 (8, 126, 140, 486)
masthead-subtitle-right (722, 45, 863, 55)
a7-headline: ಬಸವೇಶ್ವರಸ್ವಾಮಿ ರಥೋತ್ಸವ ಸಂಭ್ರಮ (618, 334, 864, 358)
a7-bottom-rule (542, 644, 940, 646)
tagline-bar: ಸಿರಿತನ ಇರೂತನ ಪಿರಿಪಿರಿ ಸಿರಿಹೋದ ಮರುದಿನ ಕಿರಿಕಿರಿ (248, 34, 708, 56)
kannada-date: ಶುಕ್ರವಾರ ೦೨ ಮೇ ೨೦೨೫ (333, 6, 419, 17)
a11-headline: ಶಿಕ್ಷಣ ಪಡೆದ ಸಂವಿಧಾನ ಶಿಲ್ಪಿಯಾದ ಅಂಬೇಡ್ಕರ್ (602, 1190, 880, 1211)
a11-col1 (544, 1336, 670, 1448)
a1-meeting-photo (146, 126, 388, 238)
a6-student-photo (668, 126, 802, 240)
a2-headline-line2: ತಮಿಳುನಾಡಿನ ಮೂವರ ಸಾವು (55, 520, 219, 540)
a6-col2: ಹೊಂದಿದ್ದಾರೆ. ೯ ವಿದ್ಯಾರ್ಥಿಗಳು ಶೇ 90ಕ್ಕಿಂತ ಹೆಚ್ಚು ಅಂಕ ಪಡೆದಿದ್ದಾರೆ. ಎಸ್‌ಆರ್‌ಎಸ್ ಹೆರಿಟೇಜ್ ಶಾಲೆ 2019-20ನೇ ಶೈಕ್ಷಣಿಕ ವರ್ಷದಲ್ಲಿ ಚಿತ್ರದುರ್ಗದಲ್ಲಿ ಐಸಿಎಸ್‌ಇ ಪಠ್ಯಕ್ರಮ ಆರಂಭಿಸಿದ್ದು, ನಿರಂತರ ಉತ್ತಮ ಫಲಿತಾಂಶ ನೀಡುತ್ತಿದೆ. (668, 242, 800, 293)
a4-col2: ವಿದ್ಯಾರ್ಥಿಗಳು ಮತ್ತು ಪೋಷಕರು ಆಡಳಿತ ಮಂಡಳಿಗೆ ಮನವಿ ಸಲ್ಲಿಸಿ ರಜಾ ಅವಧಿಯ ಶುಲ್ಕ ಮನ್ನಾ ಮಾಡುವಂತೆ ಒತ್ತಾಯಿಸಿದ್ದಾರೆ. 'ಮಾರ್ಚ್ ಹಾಗೂ ಏಪ್ರಿಲ್ ತಿಂಗಳಲ್ಲಿ ಪರೀಕ್ಷೆ ಮುಗಿದ ಬಳಿಕ ಹಾಸ್ಟೆಲ್ ಬಂದ್ ಆಗಿತ್ತು. ಆ ಅವಧಿಗೂ ಬಿಲ್ ಕಳುಹಿಸಿರುವುದು ಅನ್ಯಾಯ' ಎಂದು ವಿದ್ಯಾರ್ಥಿ ಮುಖಂಡರು ಹೇಳಿದರು. ಈ ಕುರಿತು ಪ್ರತಿಕ್ರಿಯಿಸಿದ ಕುಲಸಚಿವರು, 'ಮೆಸ್ ನಿರ್ವಹಣೆ ಗುತ್ತಿಗೆದಾರರ ಒಪ್ಪಂದದಂತೆ ನಡೆಯುತ್ತಿದೆ. ವಿದ್ಯಾರ್ಥಿಗಳ ಬೇಡಿಕೆ ಕುರಿತು ಸಿಂಡಿಕೇಟ್ ಸಭೆಯಲ್ಲಿ ಚರ್ಚಿಸಿ ಸೂಕ್ತ ನಿರ್ಧಾರ ಕೈಗೊಳ್ಳಲಾಗುವುದು' ಎಂದು ತಿಳಿಸಿದ್ದಾರೆ. ವಿಶ್ವವಿದ್ಯಾಲಯದ ಕ್ರಮವನ್ನು ಖಂಡಿಸಿ ವಿದ್ಯಾರ್ಥಿ ಸಂಘಟನೆಗಳು ಪ್ರತಿಭಟನೆ ನಡೆಸುವುದಾಗಿ ಎಚ್ಚರಿಕೆ ನೀಡಿವೆ. (146, 896, 264, 1051)
a11-group-photo (546, 1220, 940, 1332)
a11-col2: ಪುರಸ್ಕಾರ ಕಾರ್ಯಕ್ರಮದಲ್ಲಿ ಅವರು ಮಾತನಾಡಿದರು. ಶತ ಸಮುದಾಯಗಳ ಮಹಿಳೆಯರು ಶಿಕ್ಷಣ ಪಡೆಯಲು ಅಂಬೇಡ್ಕರ್ ಅವರು ಕಾರಣ. ನಮ್ಮ ಸಮಾಜದ ಎಲ್ಲರೂ ಶಿಕ್ಷಣ ಪಡೆದು ಅಭಿವೃದ್ಧಿ ಹೊಂದಬೇಕು ಎಂದು ಹೇಳಿದರು. (678, 1336, 804, 1387)
